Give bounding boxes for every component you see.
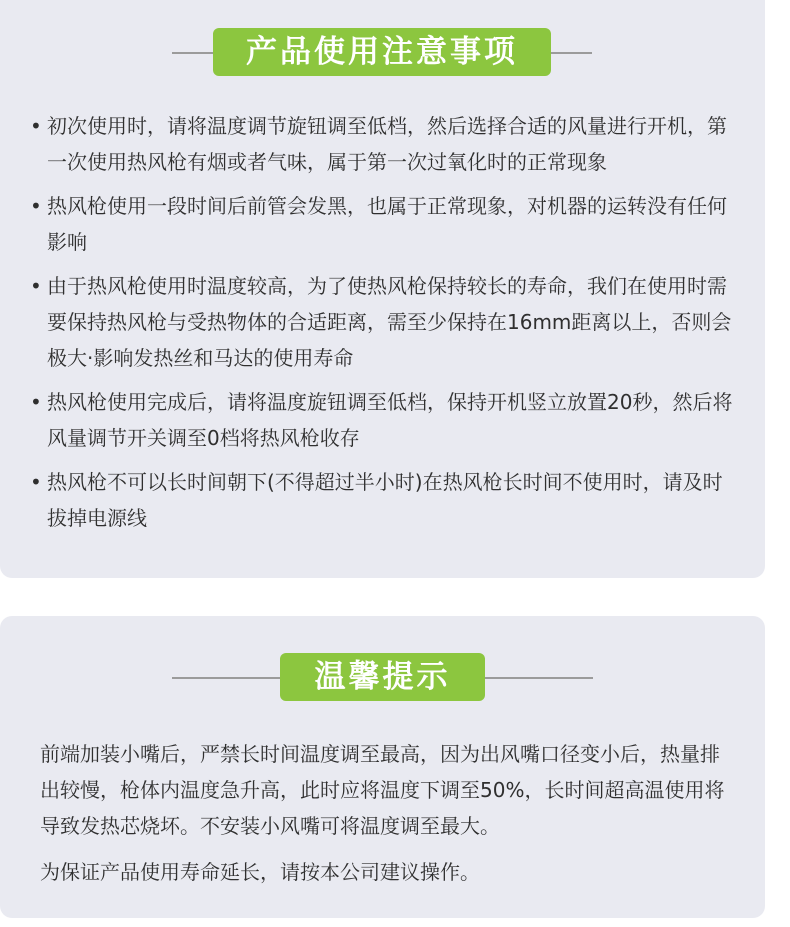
precaution-text: 由于热风枪使用时温度较高，为了使热风枪保持较长的寿命，我们在使用时需要保持热风枪与受热物体的合适距离，需至少保持在16mm距离以上，否则会极大·影响发热丝和马达的使用寿命 xyxy=(47,274,732,370)
bullet-icon: • xyxy=(30,274,42,298)
precaution-text: 热风枪使用完成后，请将温度旋钮调至低档，保持开机竖立放置20秒，然后将风量调节开关调至0档将热风枪收存 xyxy=(47,390,733,450)
precaution-text: 初次使用时，请将温度调节旋钮调至低档，然后选择合适的风量进行开机，第一次使用热风枪有烟或者气味，属于第一次过氧化时的正常现象 xyxy=(47,114,727,174)
precaution-item xyxy=(30,464,735,536)
precaution-item xyxy=(30,384,735,456)
precautions-list xyxy=(30,108,735,544)
precaution-item xyxy=(30,108,735,180)
bullet-icon: • xyxy=(30,194,42,218)
title-divider-left xyxy=(172,52,216,54)
tips-panel xyxy=(0,616,765,918)
precaution-text: 热风枪使用一段时间后前管会发黑，也属于正常现象，对机器的运转没有任何影响 xyxy=(47,194,727,254)
bullet-icon: • xyxy=(30,470,42,494)
tips-paragraph: 为保证产品使用寿命延长，请按本公司建议操作。 xyxy=(40,860,480,884)
tips-paragraph: 前端加装小嘴后，严禁长时间温度调至最高，因为出风嘴口径变小后，热量排出较慢，枪体内温度急升高，此时应将温度下调至50%，长时间超高温使用将导致发热芯烧坏。不安装小风嘴可将温度调至最大。 xyxy=(40,742,725,838)
title-divider-left xyxy=(172,677,284,679)
title-divider-right xyxy=(483,677,593,679)
bullet-icon: • xyxy=(30,114,42,138)
precaution-item xyxy=(30,268,735,376)
tips-title-row xyxy=(0,653,765,703)
precaution-item xyxy=(30,188,735,260)
tips-body xyxy=(40,736,730,900)
precaution-text: 热风枪不可以长时间朝下(不得超过半小时)在热风枪长时间不使用时，请及时拔掉电源线 xyxy=(47,470,723,530)
title-divider-right xyxy=(548,52,592,54)
tips-title: 温馨提示 xyxy=(280,653,485,701)
precautions-title: 产品使用注意事项 xyxy=(213,28,551,76)
precautions-title-row xyxy=(0,28,765,78)
bullet-icon: • xyxy=(30,390,42,414)
